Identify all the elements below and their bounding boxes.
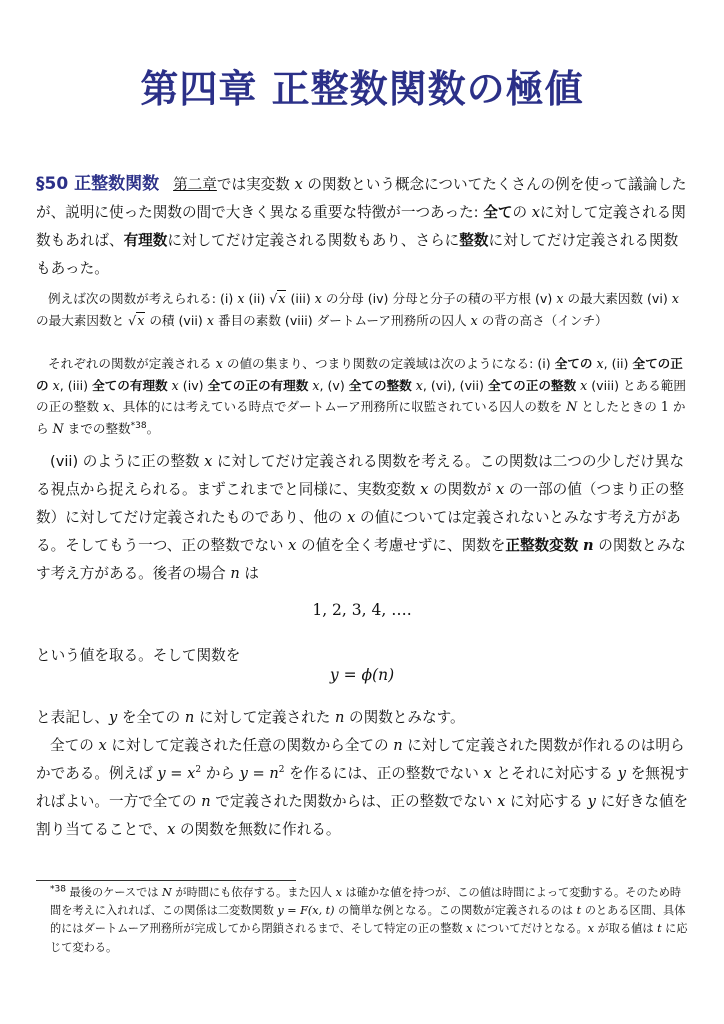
text: を全ての [121,709,181,726]
text: 番目の素数 (viii) ダートムーア刑務所の囚人 [217,312,467,328]
construction-paragraph [36,732,692,844]
math-var: t [576,904,582,918]
text: , (ii) [603,356,629,371]
math-var: x [314,291,322,306]
math-var: x [496,481,505,498]
bold-term: 正整数変数 [505,537,579,554]
math-var: x [312,377,320,393]
bold-term: 有理数 [123,232,168,249]
math-expr: y = x [157,765,196,782]
text: を無視すればよい。一方で全ての [36,765,690,810]
footnote-ref[interactable]: *38 [130,420,147,431]
text: から [205,765,235,782]
text: , (v) [319,377,345,393]
text: の分母 (iv) 分母と分子の積の平方根 (v) [325,291,553,306]
text: (iii) [290,291,311,306]
math-var: x [596,356,604,371]
text: の関数が [432,481,492,498]
text: では実変数 [216,176,290,193]
math-var: y [329,666,339,684]
sqrt-x: √x [269,291,286,306]
math-var: x [347,509,356,526]
math-var: x [171,377,179,393]
takes-values-paragraph: という値を取る。そして関数を [36,647,241,664]
chapter-title: 第四章 正整数関数の極値 [140,67,584,111]
math-exponent: 2 [195,765,202,776]
math-var: x [204,453,213,470]
text: , (vi), (vii) [422,377,484,393]
text: の背の高さ（インチ） [481,312,608,328]
sequence-equation: 1, 2, 3, 4, …. [312,601,412,619]
text: に対して定義された [198,709,331,726]
text: に対してだけ定義される関数もあった。 [36,232,679,277]
math-var: x [466,922,473,936]
text: (viii) とある範囲の正の整数 [36,377,686,414]
text: までの整数 [67,420,131,436]
math-var: N [52,420,64,436]
examples-paragraph [36,288,692,331]
text: は [244,565,260,582]
math-var: x [470,312,478,328]
math-var: x [671,291,679,306]
text: に好きな値を割り当てることで、 [36,793,689,838]
text: と表記し、 [36,709,109,726]
math-var: x [497,793,506,810]
math-expr: y = n [239,765,279,782]
text: , (iii) [59,377,89,393]
math-expr: y = F(x, t) [277,904,335,918]
text: 、具体的には考えている時点でダートムーア刑務所に収監されている囚人の数を [110,399,563,414]
text: に対応する [510,793,584,810]
math-var: y [108,709,118,726]
text: に応じて変わる。 [50,922,688,954]
footnote-divider [36,880,296,881]
math-var: x [415,377,423,393]
text: (vii) のように正の整数 [50,453,200,470]
math-var: n [334,709,345,726]
bold-term: 全ての正の整数 [487,377,577,393]
math-var: n [393,737,403,754]
text: としたときの [581,399,657,414]
math-var: x [237,291,245,306]
text: (ii) [248,291,266,306]
math-number: 1 [660,399,669,414]
math-var: N [566,399,578,414]
text: 全ての [50,737,94,754]
bold-term: 全ての整数 [348,377,412,393]
bold-term: 全ての [554,356,593,371]
text: 例えば次の関数が考えられる: (i) [48,291,234,306]
math-var: x [483,765,492,782]
math-var: n [184,709,195,726]
math-expr: = ϕ(n) [343,666,395,684]
text: から [36,399,686,436]
math-var: x [587,922,595,936]
math-var: y [617,765,627,782]
bold-term: 全ての有理数 [92,377,168,393]
text: に対して定義された関数が作れるのは明らかである。例えば [36,737,685,782]
math-var: x [288,537,297,554]
text: で定義された関数からは、正の整数でない [215,793,493,810]
text: の [512,204,528,221]
text: 。 [146,420,160,436]
text: の関数とみなす。 [349,709,465,726]
section-intro-paragraph [36,170,692,283]
text: の値については定義されないとみなす考え方がある。そしてもう一つ、正の整数でない [36,509,681,554]
math-var: t [657,922,662,936]
math-var: x [531,204,540,221]
bold-term: 全ての正の有理数 [207,377,309,393]
math-var: x [580,377,588,393]
math-var: x [420,481,429,498]
math-var: x [206,312,214,328]
text: に対してだけ定義される関数もあり、さらに [167,232,460,249]
footnote [50,884,692,957]
text: (iv) [182,377,204,393]
text: の関数という概念についてたくさんの例を使って議論したが、説明に使った関数の間で大きく異なる重要な特徴が一つあった: [36,176,687,221]
function-equation [0,666,724,684]
section-heading: §50 正整数関数 [36,174,160,194]
notation-paragraph [36,704,692,732]
text: の値の集まり、つまり関数の定義域は次のようになる: (i) [226,356,551,371]
text: を作るには、正の整数でない [289,765,479,782]
text: の最大素因数と [36,312,125,328]
text: のとある区間、具体的にはダートムーア刑務所が完成してから閉鎖されるまで、そして特定の正の整数 [50,904,686,936]
math-var: n [230,565,240,582]
math-var: x [102,399,111,414]
math-var: n [201,793,211,810]
math-var: x [215,356,223,371]
math-var: x [335,886,342,899]
footnote-mark: *38 [50,884,66,895]
text: 最後のケースでは [69,886,159,899]
bold-term: 全ての正の [36,356,683,393]
text: は確かな値を持つが、この値は時間によって変動する。そのため時間を考えに入れれば、この関係は二変数関数 [50,886,682,918]
math-var: x [52,377,60,393]
math-var: n [582,537,594,554]
text: に対してだけ定義される関数を考える。この関数は二つの少しだけ異なる視点から捉えられる。まずこれまでと同様に、実数変数 [36,453,685,498]
viewpoints-paragraph [36,448,692,588]
math-var: y [587,793,596,810]
bold-term: 整数 [459,232,489,249]
text: に対して定義される関数もあれば、 [36,204,686,249]
text: に対して定義された任意の関数から全ての [111,737,389,754]
math-var: x [556,291,564,306]
text: が時間にも依存する。また囚人 [175,886,333,899]
text: とそれに対応する [496,765,614,782]
math-var: x [98,737,107,754]
text: それぞれの関数が定義される [48,356,212,371]
math-var: x [294,176,303,193]
text: が取る値は [597,922,654,936]
math-exponent: 2 [278,765,285,776]
chapter-reference-link[interactable]: 第二章 [173,176,217,193]
math-var: x [167,821,176,838]
domains-paragraph [36,353,692,439]
text: の最大素因数 (vi) [567,291,668,306]
text: の積 (vii) [149,312,203,328]
text: の一部の値（つまり正の整数）に対してだけ定義されたものであり、他の [36,481,685,526]
sqrt-x: √x [128,312,145,328]
text: についてだけとなる。 [476,922,588,936]
text: の値を全く考慮せずに、関数を [301,537,506,554]
math-var: N [162,886,172,899]
text: の簡単な例となる。この関数が定義されるのは [338,904,574,918]
text: の関数を無数に作れる。 [179,821,341,838]
text: の関数とみなす考え方がある。後者の場合 [36,537,686,582]
bold-term: 全て [483,204,513,221]
